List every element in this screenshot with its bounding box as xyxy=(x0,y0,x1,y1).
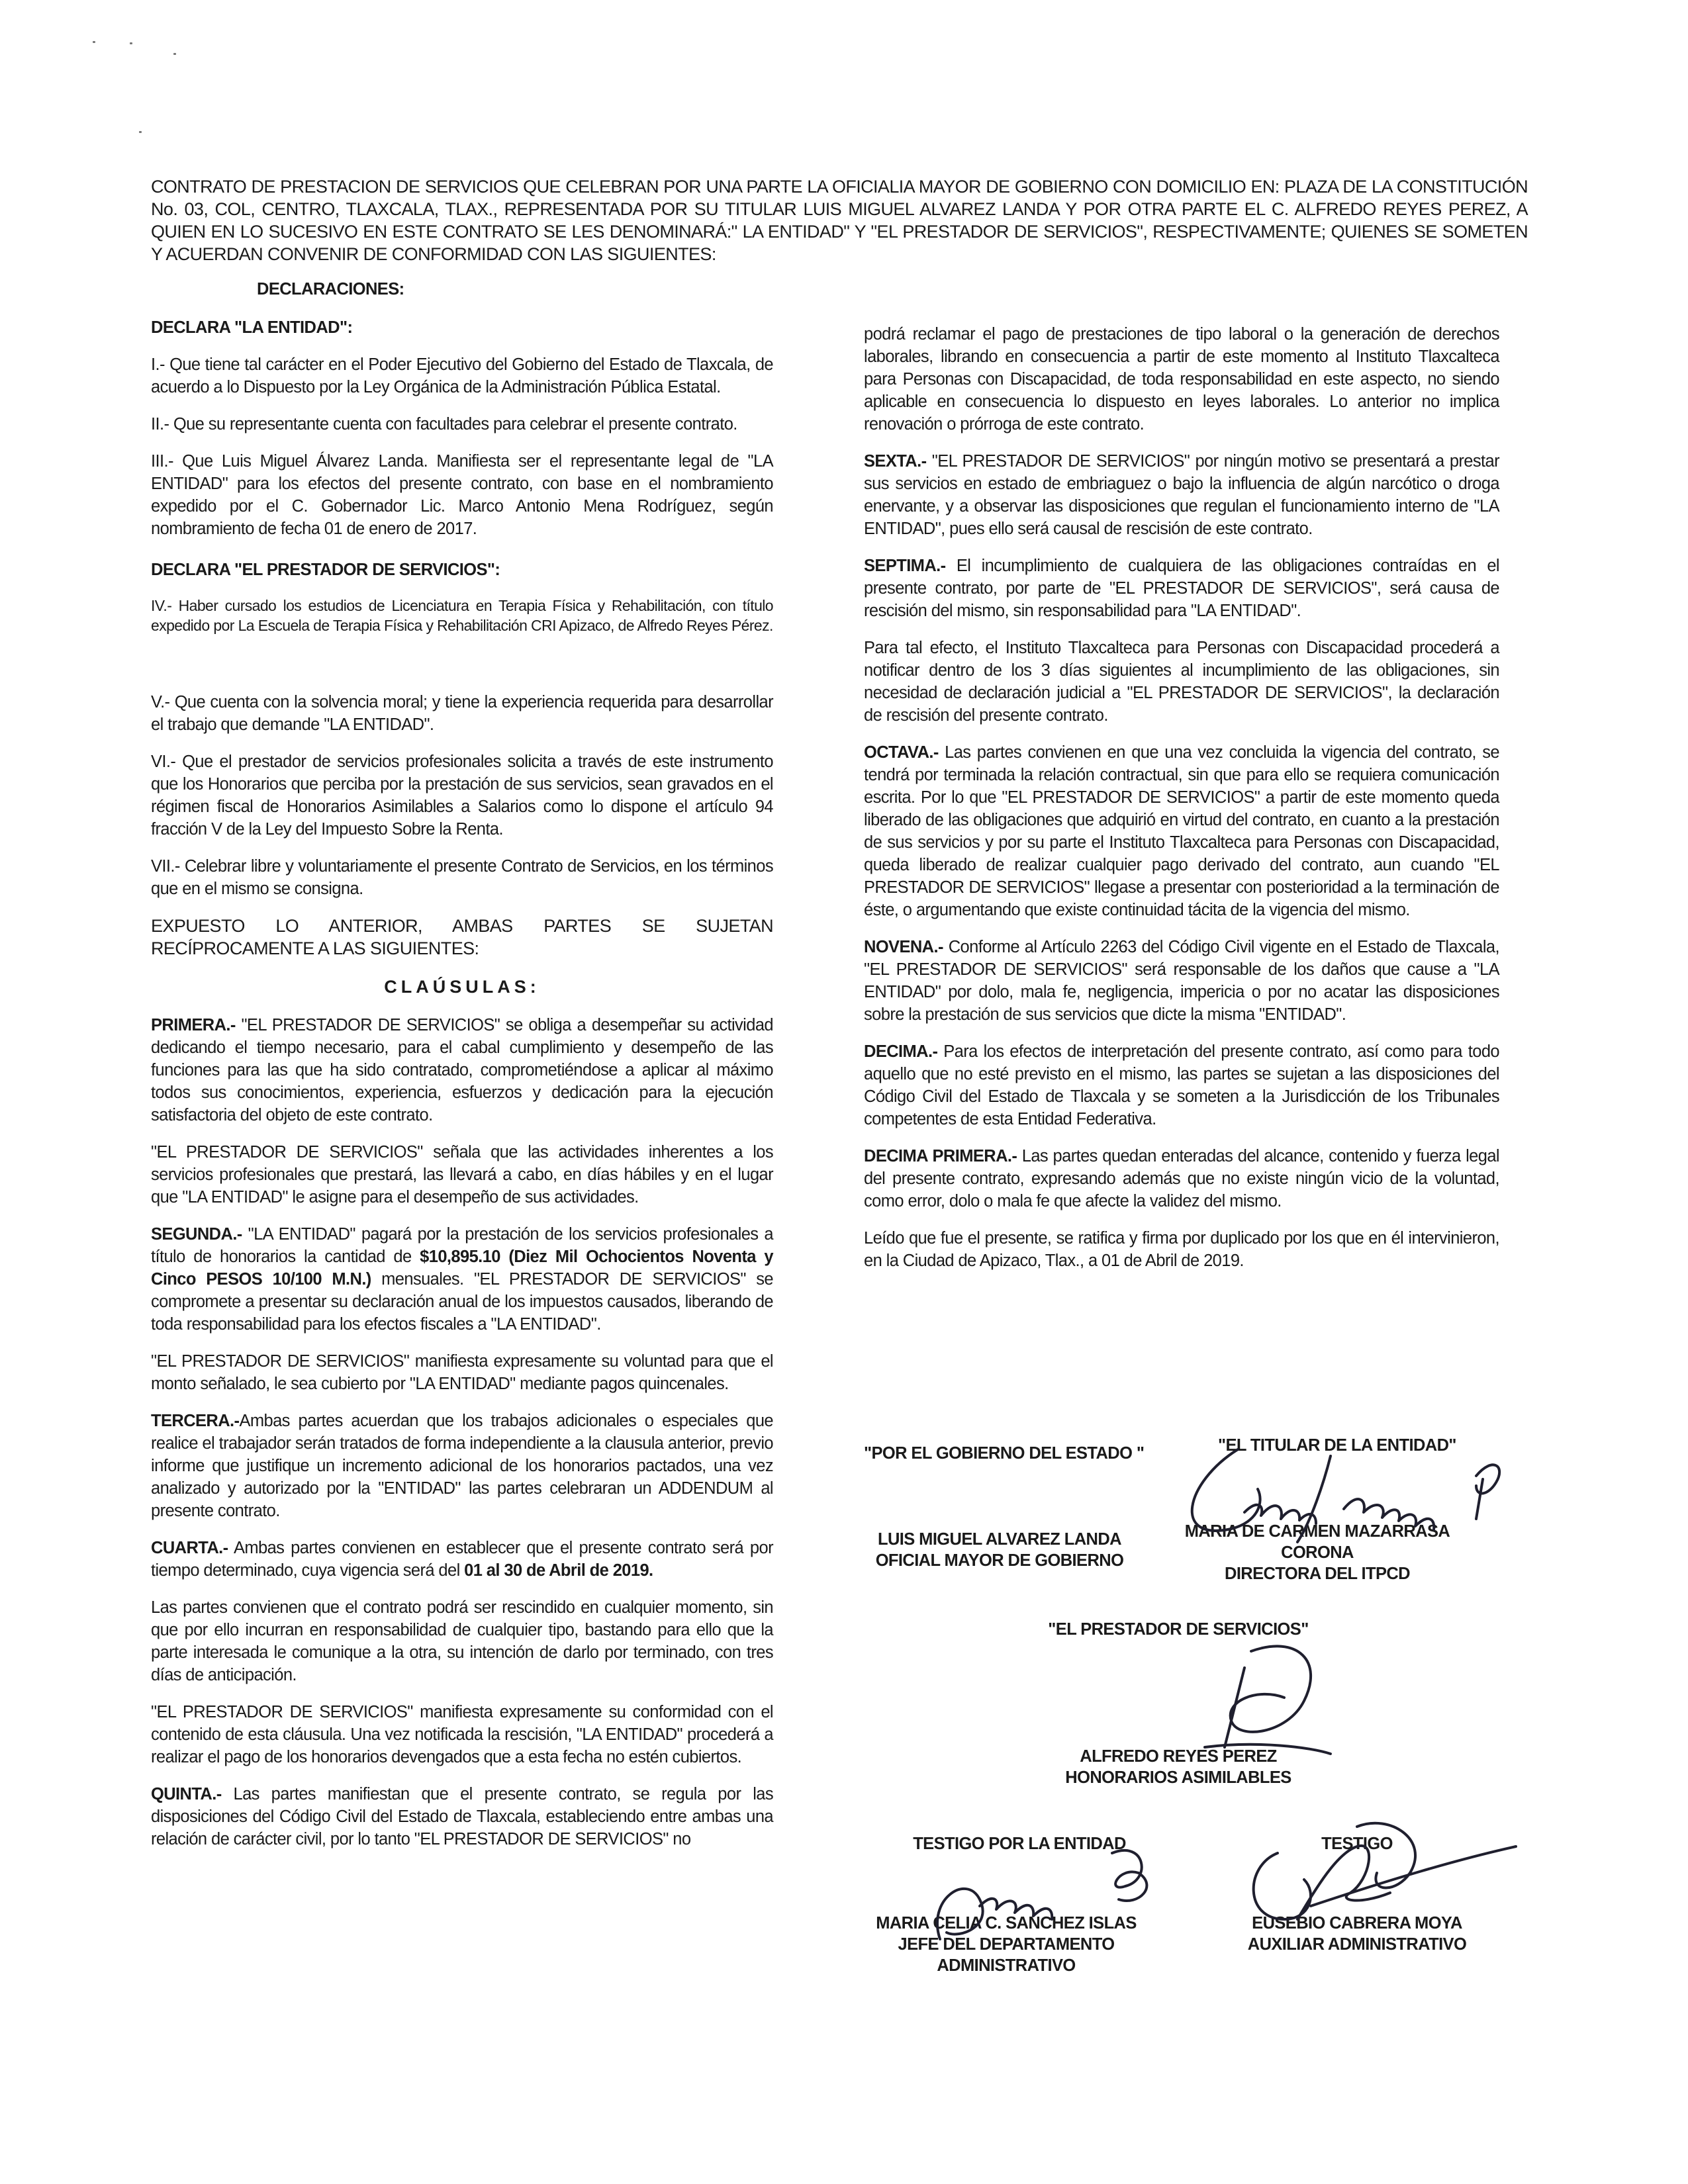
clause-primera-label: PRIMERA.- xyxy=(151,1016,236,1034)
closing-paragraph: Leído que fue el presente, se ratifica y firma por duplicado por los que en él intervinieron, en la Ciudad de Apizaco, Tlax., a 01 de Abril de 2019. xyxy=(864,1229,1499,1270)
clause-decima-primera-text: Las partes quedan enteradas del alcance, contenido y fuerza legal del presente contrato, expresando además que no existe ningún vicio de la voluntad, como error, dolo o mala fe que afecte la validez del mismo. xyxy=(864,1147,1499,1210)
mazarrasa-name-2: CORONA xyxy=(1281,1543,1354,1562)
clause-decima-primera-label: DECIMA PRIMERA.- xyxy=(864,1147,1017,1165)
clause-primera-b: "EL PRESTADOR DE SERVICIOS" señala que las actividades inherentes a los servicios profesionales que prestará, las llevará a cabo, en días hábiles y en el lugar que "LA ENTIDAD" le asigne para el desempeño de sus actividades. xyxy=(151,1143,773,1206)
reyes-role: HONORARIOS ASIMILABLES xyxy=(1065,1768,1291,1787)
declara-entidad-heading: DECLARA "LA ENTIDAD": xyxy=(151,318,353,337)
clause-cuarta-label: CUARTA.- xyxy=(151,1539,228,1557)
vigencia-dates: 01 al 30 de Abril de 2019. xyxy=(464,1561,653,1580)
clause-quinta-label: QUINTA.- xyxy=(151,1785,222,1803)
sanchez-role-2: ADMINISTRATIVO xyxy=(937,1956,1076,1975)
sanchez-handwritten-signature xyxy=(937,1850,1147,1939)
contract-intro: CONTRATO DE PRESTACION DE SERVICIOS QUE CELEBRAN POR UNA PARTE LA OFICIALIA MAYOR DE GOBIERNO CON DOMICILIO EN: PLAZA DE LA CONSTITUCIÓN No. 03, COL, CENTRO, TLAXCALA, TLAX., REPRESENTADA POR SU TITULAR LUIS MIGUEL ALVAREZ LANDA Y POR OTRA PARTE EL C. ALFREDO REYES PEREZ, A QUIEN EN LO SUCESIVO EN ESTE CONTRATO SE LES DENOMINARÁ:" LA ENTIDAD" Y "EL PRESTADOR DE SERVICIOS", RESPECTIVAMENTE; QUIENES SE SOMETEN Y ACUERDAN CONVENIR DE CONFORMIDAD CON LAS SIGUIENTES: xyxy=(151,177,1528,264)
clause-segunda-text-b: mensuales. "EL PRESTADOR DE SERVICIOS" se compromete a presentar su declaración anual de los impuestos causados, liberando de toda responsabilidad para los efectos fiscales a "LA ENTIDAD". xyxy=(151,1270,773,1334)
clause-novena-label: NOVENA.- xyxy=(864,938,943,956)
testigo-title: TESTIGO xyxy=(1321,1835,1393,1853)
clause-septima-label: SEPTIMA.- xyxy=(864,557,946,575)
landa-name: LUIS MIGUEL ALVAREZ LANDA xyxy=(878,1530,1121,1549)
clause-quinta-text: Las partes manifiestan que el presente contrato, se regula por las disposiciones del Código Civil del Estado de Tlaxcala, estableciendo entre ambas una relación de carácter civil, por lo tanto "EL PRESTADOR DE SERVICIOS" no xyxy=(151,1785,773,1848)
clause-cuarta-c: "EL PRESTADOR DE SERVICIOS" manifiesta expresamente su conformidad con el contenido de esta cláusula. Una vez notificada la rescisión, "LA ENTIDAD" procederá a realizar el pago de los honorarios devengados que a esta fecha no estén cubiertos. xyxy=(151,1703,773,1766)
cabrera-handwritten-signature xyxy=(1254,1823,1516,1919)
sanchez-name: MARIA CELIA C. SANCHEZ ISLAS xyxy=(876,1914,1137,1933)
mazarrasa-name: MARIA DE CARMEN MAZARRASA xyxy=(1184,1522,1450,1541)
declaration-iv: IV.- Haber cursado los estudios de Licenciatura en Terapia Física y Rehabilitación, con título expedido por La Escuela de Terapia Física y Rehabilitación CRI Apizaco, de Alfredo Reyes Pérez. xyxy=(151,597,773,634)
declaration-v: V.- Que cuenta con la solvencia moral; y tiene la experiencia requerida para desarrollar el trabajo que demande "LA ENTIDAD". xyxy=(151,693,773,734)
clause-segunda-text: "LA ENTIDAD" pagará por la prestación de los servicios profesionales a título de honorarios la cantidad de xyxy=(151,1225,773,1266)
landa-role: OFICIAL MAYOR DE GOBIERNO xyxy=(875,1551,1124,1570)
clause-tercera-label: TERCERA.- xyxy=(151,1412,240,1430)
clause-octava-label: OCTAVA.- xyxy=(864,743,939,762)
titular-title: "EL TITULAR DE LA ENTIDAD" xyxy=(1218,1436,1456,1455)
clause-segunda-c: "EL PRESTADOR DE SERVICIOS" manifiesta expresamente su voluntad para que el monto señalado, le sea cubierto por "LA ENTIDAD" mediante pagos quincenales. xyxy=(151,1352,773,1393)
testigo-entidad-title: TESTIGO POR LA ENTIDAD xyxy=(913,1835,1126,1853)
expuesto-paragraph: EXPUESTO LO ANTERIOR, AMBAS PARTES SE SUJETAN RECÍPROCAMENTE A LAS SIGUIENTES: xyxy=(151,916,773,958)
cabrera-name: EUSEBIO CABRERA MOYA xyxy=(1252,1914,1462,1933)
gobierno-title: "POR EL GOBIERNO DEL ESTADO " xyxy=(864,1444,1145,1463)
clause-septima-b: Para tal efecto, el Instituto Tlaxcalteca para Personas con Discapacidad procederá a notificar dentro de los 3 días siguientes al incumplimiento de las obligaciones, sin necesidad de declaración judicial a "EL PRESTADOR DE SERVICIOS", la declaración de rescisión del presente contrato. xyxy=(864,639,1499,725)
clause-quinta-continued: podrá reclamar el pago de prestaciones de tipo laboral o la generación de derechos laborales, librando en consecuencia a partir de este momento al Instituto Tlaxcalteca para Personas con Discapacidad, de toda responsabilidad en este aspecto, no siendo aplicable en consecuencia lo dispuesto en leyes laborales. Lo anterior no implica renovación o prórroga de este contrato. xyxy=(864,325,1499,433)
clause-sexta-text: "EL PRESTADOR DE SERVICIOS" por ningún motivo se presentará a prestar sus servicios en estado de embriaguez o bajo la influencia de algún narcótico o droga enervante, y a observar las disposiciones que regulan el funcionamiento interno de "LA ENTIDAD", pues ello será causal de rescisión de este contrato. xyxy=(864,452,1499,538)
clause-cuarta-text: Ambas partes convienen en establecer que el presente contrato será por tiempo determinado, cuya vigencia será del xyxy=(151,1539,773,1580)
declaration-ii: II.- Que su representante cuenta con facultades para celebrar el presente contrato. xyxy=(151,415,737,433)
cabrera-role: AUXILIAR ADMINISTRATIVO xyxy=(1247,1935,1467,1954)
clause-primera-text: "EL PRESTADOR DE SERVICIOS" se obliga a desempeñar su actividad dedicando el tiempo necesario, para el cabal cumplimiento y desempeño de las funciones para las que ha sido contratado, comprometiéndose a aplicar al máximo todos sus conocimientos, experiencia, esfuerzos y dedicación para la ejecución satisfactoria del objeto de este contrato. xyxy=(151,1016,773,1124)
prestador-title: "EL PRESTADOR DE SERVICIOS" xyxy=(1048,1620,1309,1639)
clausulas-heading: CLAÚSULAS: xyxy=(384,977,540,997)
declaration-vi: VI.- Que el prestador de servicios profesionales solicita a través de este instrumento que los Honorarios que perciba por la prestación de sus servicios, sean gravados en el régimen fiscal de Honorarios Asimilables a Salarios como lo dispone el artículo 94 fracción V de la Ley del Impuesto Sobre la Renta. xyxy=(151,752,773,839)
reyes-handwritten-signature xyxy=(1205,1646,1331,1754)
declaration-i: I.- Que tiene tal carácter en el Poder Ejecutivo del Gobierno del Estado de Tlaxcala, de acuerdo a lo Dispuesto por la Ley Orgánica de la Administración Pública Estatal. xyxy=(151,355,773,396)
declaration-vii: VII.- Celebrar libre y voluntariamente el presente Contrato de Servicios, en los términos que en el mismo se consigna. xyxy=(151,857,773,898)
clause-cuarta-b: Las partes convienen que el contrato podrá ser rescindido en cualquier momento, sin que por ello incurran en responsabilidad de cualquier tipo, bastando para ello que la parte interesada le comunique a la otra, su intención de darlo por terminado, con tres días de anticipación. xyxy=(151,1598,773,1684)
clause-sexta-label: SEXTA.- xyxy=(864,452,927,471)
declaration-iii: III.- Que Luis Miguel Álvarez Landa. Manifiesta ser el representante legal de "LA ENTIDAD" para los efectos del presente contrato, con base en el nombramiento expedido por el C. Gobernador Lic. Marco Antonio Mena Rodríguez, según nombramiento de fecha 01 de enero de 2017. xyxy=(151,452,773,538)
mazarrasa-handwritten-signature xyxy=(1192,1449,1499,1542)
clause-octava-text: Las partes convienen en que una vez concluida la vigencia del contrato, se tendrá por terminada la relación contractual, sin que para ello se requiera comunicación escrita. Por lo que "EL PRESTADOR DE SERVICIOS" a partir de este momento queda liberado de las obligaciones que adquirió en virtud del contrato, en cuanto a la prestación de sus servicios y por su parte el Instituto Tlaxcalteca para Personas con Discapacidad, queda liberado de realizar cualquier pago derivado del contrato, aun cuando "EL PRESTADOR DE SERVICIOS" llegase a presentar con posterioridad a la terminación de éste, o argumentando que existe continuidad tácita de la vigencia del mismo. xyxy=(864,743,1499,919)
declara-prestador-heading: DECLARA "EL PRESTADOR DE SERVICIOS": xyxy=(151,561,500,579)
clause-decima-text: Para los efectos de interpretación del presente contrato, así como para todo aquello que no esté previsto en el mismo, las partes se sujetan a las disposiciones del Código Civil del Estado de Tlaxcala y se someten a la Jurisdicción de los Tribunales competentes de esta Entidad Federativa. xyxy=(864,1042,1499,1128)
mazarrasa-role: DIRECTORA DEL ITPCD xyxy=(1225,1565,1410,1583)
reyes-name: ALFREDO REYES PEREZ xyxy=(1080,1747,1277,1766)
clause-segunda-label: SEGUNDA.- xyxy=(151,1225,242,1244)
sanchez-role: JEFE DEL DEPARTAMENTO xyxy=(898,1935,1115,1954)
clause-tercera-text: Ambas partes acuerdan que los trabajos adicionales o especiales que realice el trabajador serán tratados de forma independiente a la clausula anterior, previo informe que justifique un incremento adicional de los honorarios pactados, una vez analizado y autorizado por la "ENTIDAD" las partes celebraran un ADDENDUM al presente contrato. xyxy=(151,1412,773,1520)
clause-decima-label: DECIMA.- xyxy=(864,1042,938,1061)
clause-septima-text: El incumplimiento de cualquiera de las obligaciones contraídas en el presente contrato, por parte de "EL PRESTADOR DE SERVICIOS", será causa de rescisión del mismo, sin responsabilidad para "LA ENTIDAD". xyxy=(864,557,1499,620)
clause-novena-text: Conforme al Artículo 2263 del Código Civil vigente en el Estado de Tlaxcala, "EL PRESTADOR DE SERVICIOS" será responsable de los daños que cause a "LA ENTIDAD" por dolo, mala fe, negligencia, impericia o por no acatar las disposiciones sobre la prestación de sus servicios que dicte la misma "ENTIDAD". xyxy=(864,938,1499,1024)
payment-amount: $10,895.10 (Diez Mil Ochocientos Noventa y Cinco PESOS 10/100 M.N.) xyxy=(151,1248,773,1289)
declaraciones-heading: DECLARACIONES: xyxy=(257,280,404,298)
